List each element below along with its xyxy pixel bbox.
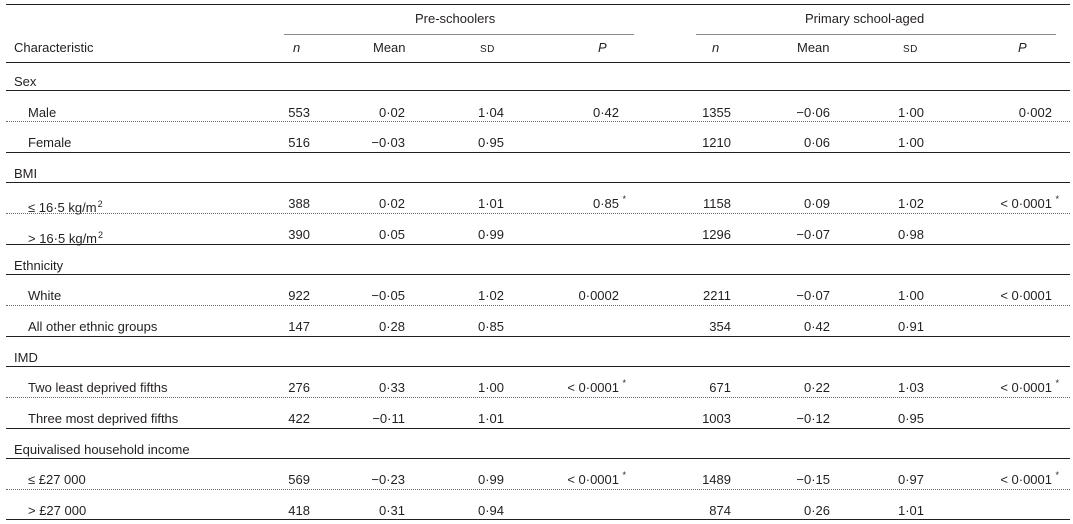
cell-mean-preschool-value: 0·02 xyxy=(378,196,405,211)
cell-sd-primary-value: 0·95 xyxy=(897,411,924,426)
row-separator xyxy=(6,213,1070,214)
cell-mean-primary-value: −0·12 xyxy=(796,411,830,426)
cell-n-preschool-value: 553 xyxy=(288,105,310,120)
column-header-n-preschool: n xyxy=(293,40,301,55)
cell-mean-preschool-value: 0·05 xyxy=(378,227,405,242)
cell-n-preschool xyxy=(288,503,310,519)
cell-sd-primary-value: 0·97 xyxy=(897,472,924,487)
cell-n-primary-value: 874 xyxy=(709,503,731,518)
cell-sd-preschool-value: 1·01 xyxy=(477,196,504,211)
cell-sd-primary-value: 1·00 xyxy=(897,105,924,120)
cell-mean-preschool xyxy=(371,472,405,488)
row-separator xyxy=(6,458,1070,459)
cell-n-primary-value: 1210 xyxy=(702,135,731,150)
cell-n-preschool xyxy=(288,135,310,151)
cell-sd-preschool xyxy=(478,411,504,427)
cell-sd-primary-value: 1·01 xyxy=(897,503,924,518)
cell-p-primary-value: < 0·0001 xyxy=(1000,288,1052,303)
cell-sd-preschool xyxy=(478,503,504,519)
cell-n-primary xyxy=(702,135,731,151)
cell-p-preschool-value: < 0·0001 xyxy=(567,380,619,395)
row-label xyxy=(28,503,86,519)
cell-mean-primary xyxy=(796,288,830,304)
cell-mean-primary xyxy=(796,411,830,427)
cell-n-primary-value: 1296 xyxy=(702,227,731,242)
cell-sd-primary xyxy=(898,135,924,151)
cell-p-primary xyxy=(1000,470,1059,488)
row-separator xyxy=(6,428,1070,429)
row-separator xyxy=(6,244,1070,245)
cell-p-primary xyxy=(1000,288,1052,304)
cell-n-preschool xyxy=(288,196,310,212)
footnote-asterisk: * xyxy=(622,378,626,388)
cell-mean-preschool xyxy=(371,135,405,151)
cell-p-preschool-value: 0·85 xyxy=(592,196,619,211)
cell-n-preschool xyxy=(288,411,310,427)
unit-superscript: 2 xyxy=(98,230,104,240)
cell-n-preschool-value: 276 xyxy=(288,380,310,395)
cell-sd-preschool xyxy=(478,105,504,121)
row-label-text: IMD xyxy=(14,350,38,365)
data-table xyxy=(6,4,1070,520)
cell-mean-primary-value: 0·22 xyxy=(803,380,830,395)
row-label xyxy=(28,288,61,304)
cell-p-primary-value: < 0·0001 xyxy=(1000,196,1052,211)
cell-mean-preschool-value: 0·02 xyxy=(378,105,405,120)
cell-sd-primary xyxy=(898,105,924,121)
cell-n-primary xyxy=(703,288,731,304)
table-top-rule xyxy=(6,4,1070,5)
row-label-text: > 16·5 kg/m xyxy=(28,231,98,246)
row-label-text: Two least deprived fifths xyxy=(28,380,168,395)
cell-mean-preschool-value: −0·05 xyxy=(371,288,405,303)
row-label-text: All other ethnic groups xyxy=(28,319,158,334)
cell-n-preschool-value: 390 xyxy=(288,227,310,242)
row-label-text: BMI xyxy=(14,166,38,181)
cell-n-primary-value: 1355 xyxy=(702,105,731,120)
cell-sd-primary-value: 1·02 xyxy=(897,196,924,211)
cell-sd-primary xyxy=(898,196,924,212)
cell-sd-preschool-value: 0·94 xyxy=(477,503,504,518)
cell-n-primary xyxy=(709,503,731,519)
header-bottom-rule xyxy=(6,62,1070,63)
cell-mean-preschool xyxy=(379,503,405,519)
row-label-text: Male xyxy=(28,105,57,120)
cell-p-preschool xyxy=(592,194,626,212)
cell-sd-primary xyxy=(898,411,924,427)
cell-sd-primary xyxy=(898,288,924,304)
cell-mean-primary xyxy=(804,319,830,335)
row-label-text: White xyxy=(28,288,62,303)
footnote-asterisk: * xyxy=(622,470,626,480)
cell-mean-primary-value: 0·09 xyxy=(803,196,830,211)
cell-p-primary xyxy=(1000,378,1059,396)
cell-mean-primary-value: −0·07 xyxy=(796,227,830,242)
column-header-p-primary: P xyxy=(1018,40,1027,55)
cell-p-primary-value: 0·002 xyxy=(1018,105,1052,120)
cell-sd-preschool xyxy=(478,319,504,335)
cell-p-preschool xyxy=(579,288,619,304)
cell-n-preschool-value: 569 xyxy=(288,472,310,487)
cell-mean-primary-value: 0·26 xyxy=(803,503,830,518)
cell-sd-primary xyxy=(898,472,924,488)
row-label-text: Female xyxy=(28,135,72,150)
cell-n-primary xyxy=(702,105,731,121)
cell-mean-primary-value: 0·06 xyxy=(803,135,830,150)
cell-mean-primary-value: −0·15 xyxy=(796,472,830,487)
cell-sd-primary-value: 1·00 xyxy=(897,288,924,303)
cell-sd-preschool-value: 0·85 xyxy=(477,319,504,334)
column-header-sd-preschool: SD xyxy=(480,44,495,55)
group-header-preschoolers: Pre-schoolers xyxy=(415,11,496,26)
cell-mean-preschool xyxy=(372,411,405,427)
footnote-asterisk: * xyxy=(1055,378,1059,388)
cell-n-preschool xyxy=(288,288,310,304)
cell-sd-preschool-value: 1·04 xyxy=(477,105,504,120)
cell-n-preschool xyxy=(288,319,310,335)
row-label-text: Ethnicity xyxy=(14,258,64,273)
row-label xyxy=(28,472,86,488)
group-header-primary: Primary school-aged xyxy=(805,11,925,26)
cell-mean-preschool xyxy=(379,196,405,212)
column-header-n-primary: n xyxy=(712,40,720,55)
row-label-text: Sex xyxy=(14,74,37,89)
column-header-characteristic: Characteristic xyxy=(14,40,94,55)
table-bottom-rule xyxy=(6,519,1070,520)
column-header-mean-preschool: Mean xyxy=(373,40,406,55)
section-label xyxy=(14,350,38,366)
cell-sd-preschool-value: 1·00 xyxy=(477,380,504,395)
section-label xyxy=(14,258,63,274)
cell-sd-preschool xyxy=(478,380,504,396)
section-label xyxy=(14,166,37,182)
cell-n-primary-value: 1003 xyxy=(702,411,731,426)
column-header-p-preschool: P xyxy=(598,40,607,55)
cell-n-primary-value: 2211 xyxy=(703,288,731,303)
cell-mean-preschool-value: −0·03 xyxy=(371,135,405,150)
cell-n-preschool xyxy=(288,472,310,488)
cell-mean-primary xyxy=(804,503,830,519)
footnote-asterisk: * xyxy=(1055,194,1059,204)
cell-sd-primary xyxy=(898,380,924,396)
cell-mean-preschool xyxy=(371,288,405,304)
cell-n-primary-value: 1489 xyxy=(702,472,731,487)
column-header-mean-primary: Mean xyxy=(797,40,830,55)
row-label-text: ≤ 16·5 kg/m xyxy=(28,200,97,215)
cell-p-primary xyxy=(1000,194,1059,212)
row-separator xyxy=(6,366,1070,367)
cell-sd-preschool-value: 0·99 xyxy=(477,227,504,242)
row-label xyxy=(28,411,178,427)
row-label-text: Three most deprived fifths xyxy=(28,411,179,426)
cell-sd-preschool xyxy=(478,472,504,488)
cell-n-primary xyxy=(709,380,731,396)
cell-n-preschool-value: 147 xyxy=(288,319,310,334)
cell-mean-preschool-value: 0·28 xyxy=(378,319,405,334)
cell-n-preschool xyxy=(288,380,310,396)
cell-sd-primary-value: 1·03 xyxy=(897,380,924,395)
row-separator xyxy=(6,274,1070,275)
cell-n-primary-value: 671 xyxy=(709,380,731,395)
cell-n-primary xyxy=(702,227,731,243)
row-label-text: ≤ £27 000 xyxy=(28,472,86,487)
cell-sd-preschool-value: 1·02 xyxy=(477,288,504,303)
cell-p-primary-value: < 0·0001 xyxy=(1000,380,1052,395)
cell-sd-primary xyxy=(898,227,924,243)
cell-mean-preschool xyxy=(379,380,405,396)
cell-sd-preschool-value: 0·95 xyxy=(477,135,504,150)
row-label xyxy=(28,319,157,335)
cell-sd-preschool xyxy=(478,196,504,212)
cell-n-primary xyxy=(702,472,731,488)
row-separator xyxy=(6,152,1070,153)
cell-sd-preschool-value: 1·01 xyxy=(477,411,504,426)
cell-n-primary xyxy=(709,319,731,335)
group-rule-preschoolers xyxy=(284,34,634,35)
cell-mean-preschool xyxy=(379,319,405,335)
cell-n-primary xyxy=(702,411,731,427)
footnote-asterisk: * xyxy=(622,194,626,204)
cell-mean-preschool xyxy=(379,227,405,243)
cell-mean-preschool xyxy=(379,105,405,121)
section-label xyxy=(14,74,36,90)
row-label xyxy=(28,380,167,396)
row-separator xyxy=(6,489,1070,490)
cell-mean-primary-value: 0·42 xyxy=(803,319,830,334)
cell-p-preschool xyxy=(567,378,626,396)
cell-p-preschool xyxy=(593,105,619,121)
row-separator xyxy=(6,90,1070,91)
row-label xyxy=(28,105,56,121)
row-label xyxy=(28,135,71,151)
cell-mean-preschool-value: −0·11 xyxy=(372,411,405,426)
cell-sd-preschool xyxy=(478,288,504,304)
row-separator xyxy=(6,121,1070,122)
cell-n-preschool xyxy=(288,105,310,121)
cell-p-primary-value: < 0·0001 xyxy=(1000,472,1052,487)
cell-mean-primary xyxy=(796,105,830,121)
cell-mean-preschool-value: 0·33 xyxy=(378,380,405,395)
cell-n-preschool-value: 922 xyxy=(288,288,310,303)
cell-n-preschool-value: 388 xyxy=(288,196,310,211)
cell-sd-primary-value: 1·00 xyxy=(897,135,924,150)
column-header-sd-primary: SD xyxy=(903,44,918,55)
cell-sd-primary-value: 0·98 xyxy=(897,227,924,242)
cell-p-preschool-value: < 0·0001 xyxy=(567,472,619,487)
row-separator xyxy=(6,397,1070,398)
row-separator xyxy=(6,336,1070,337)
unit-superscript: 2 xyxy=(97,199,103,209)
cell-mean-preschool-value: −0·23 xyxy=(371,472,405,487)
cell-n-primary xyxy=(703,196,731,212)
cell-mean-primary xyxy=(804,196,830,212)
cell-sd-primary xyxy=(898,319,924,335)
row-label-text: Equivalised household income xyxy=(14,442,190,457)
cell-sd-primary-value: 0·91 xyxy=(897,319,924,334)
cell-sd-primary xyxy=(898,503,924,519)
cell-sd-preschool-value: 0·99 xyxy=(477,472,504,487)
cell-mean-primary xyxy=(796,227,830,243)
cell-p-preschool-value: 0·0002 xyxy=(578,288,619,303)
group-rule-primary xyxy=(696,34,1056,35)
cell-mean-primary xyxy=(804,380,830,396)
cell-n-preschool xyxy=(288,227,310,243)
cell-n-preschool-value: 418 xyxy=(288,503,310,518)
cell-mean-preschool-value: 0·31 xyxy=(378,503,405,518)
row-label-text: > £27 000 xyxy=(28,503,87,518)
row-separator xyxy=(6,305,1070,306)
cell-mean-primary-value: −0·07 xyxy=(796,288,830,303)
cell-n-preschool-value: 422 xyxy=(288,411,310,426)
cell-p-preschool xyxy=(567,470,626,488)
cell-mean-primary-value: −0·06 xyxy=(796,105,830,120)
section-label xyxy=(14,442,190,458)
cell-n-preschool-value: 516 xyxy=(288,135,310,150)
cell-sd-preschool xyxy=(478,135,504,151)
row-separator xyxy=(6,182,1070,183)
cell-sd-preschool xyxy=(478,227,504,243)
footnote-asterisk: * xyxy=(1055,470,1059,480)
cell-n-primary-value: 354 xyxy=(709,319,731,334)
cell-p-preschool-value: 0·42 xyxy=(592,105,619,120)
cell-p-primary xyxy=(1019,105,1052,121)
cell-mean-primary xyxy=(804,135,830,151)
cell-n-primary-value: 1158 xyxy=(703,196,731,211)
cell-mean-primary xyxy=(796,472,830,488)
